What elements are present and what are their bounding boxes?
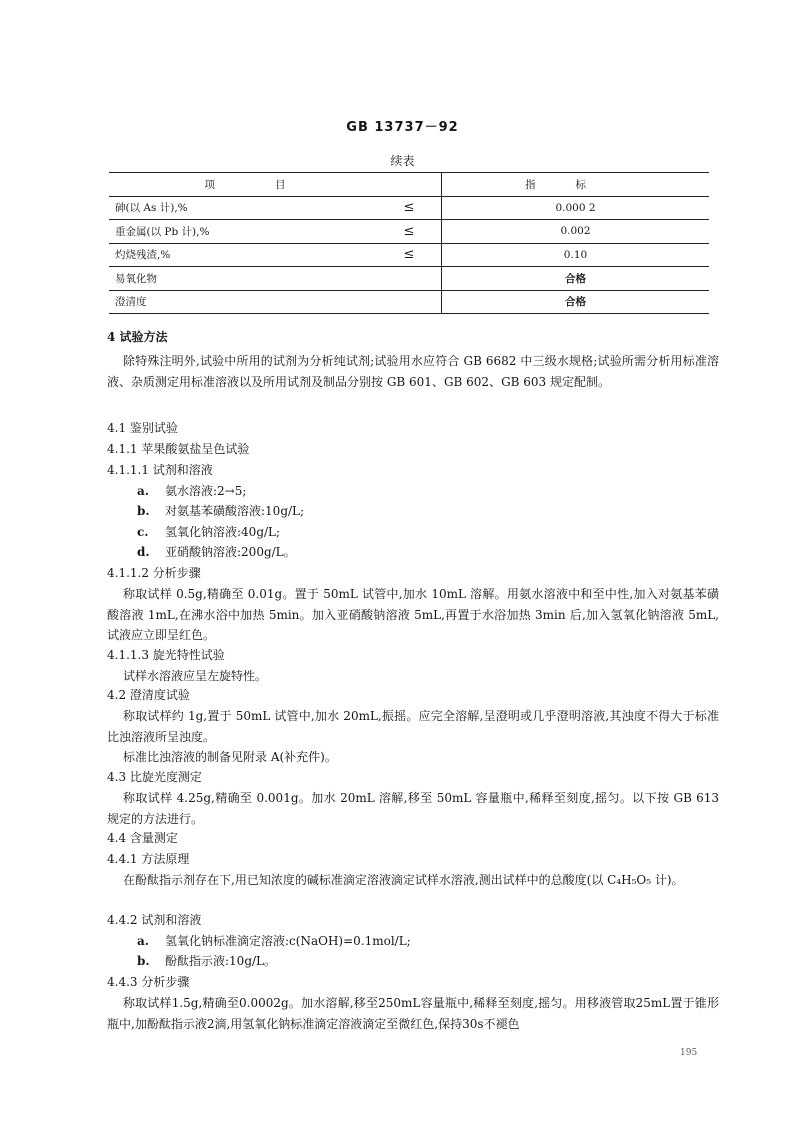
- spec-table: [109, 172, 709, 314]
- item-text: 氢氧化钠溶液:40g/L;: [165, 525, 281, 539]
- table-row: [109, 290, 709, 314]
- section-4-4-1-paragraph: 在酚酞指示剂存在下,用已知浓度的碱标准滴定溶液滴定试样水溶液,测出试样中的总酸度(以 C₄H₅O₅ 计)。: [123, 873, 684, 887]
- row-item: 重金属(以 Pb 计),%: [109, 220, 377, 244]
- row-value: 0.002: [442, 220, 710, 244]
- item-text: 亚硝酸钠溶液:200g/L。: [165, 545, 296, 559]
- reagent-item: [137, 502, 304, 519]
- section-4-1-1-2-paragraph: 称取试样 0.5g,精确至 0.01g。置于 50mL 试管中,加水 10mL 溶解。用氨水溶液中和至中性,加入对氨基苯磺酸溶液 1mL,在沸水浴中加热 5min。加入亚硝酸钠溶液 5mL,再置于水浴加热 3min 后,加入氢氧化钠溶液 5mL,试液应立即呈红色。: [107, 587, 719, 642]
- item-text: 对氨基苯磺酸溶液:10g/L;: [165, 504, 305, 518]
- reagent-item: [137, 523, 280, 540]
- section-4-1-1-3-heading: 4.1.1.3 旋光特性试验: [107, 648, 225, 662]
- item-label: d.: [137, 545, 150, 559]
- item-text: 氨水溶液:2→5;: [165, 484, 247, 498]
- item-text: 酚酞指示液:10g/L。: [165, 954, 277, 968]
- section-4-2-paragraph: 称取试样约 1g,置于 50mL 试管中,加水 20mL,振摇。应完全溶解,呈澄明或几乎澄明溶液,其浊度不得大于标准比浊溶液所呈浊度。: [107, 709, 719, 744]
- col-header-item: 项目: [109, 173, 442, 197]
- section-4-2-heading: 4.2 澄清度试验: [107, 688, 190, 702]
- section-4-2-note: 标准比浊溶液的制备见附录 A(补充件)。: [123, 750, 337, 764]
- row-operator: [377, 290, 442, 314]
- row-operator: ≤: [377, 243, 442, 267]
- reagent-item: [137, 482, 246, 499]
- item-label: c.: [137, 525, 149, 539]
- item-label: b.: [137, 504, 150, 518]
- page-number: 195: [680, 1048, 698, 1058]
- table-header-row: [109, 173, 709, 197]
- col-header-spec: 指标: [442, 173, 710, 197]
- table-row: [109, 220, 709, 244]
- section-4-1-1-1-heading: 4.1.1.1 试剂和溶液: [107, 463, 213, 477]
- row-value: 合格: [442, 267, 710, 291]
- row-operator: [377, 267, 442, 291]
- row-item: 砷(以 As 计),%: [109, 196, 377, 220]
- table-row: [109, 243, 709, 267]
- section-4-4-heading: 4.4 含量测定: [107, 831, 178, 845]
- reagent-item: [137, 932, 411, 949]
- section-4-1-1-2-heading: 4.1.1.2 分析步骤: [107, 566, 201, 580]
- section-4-1-heading: 4.1 鉴别试验: [107, 421, 178, 435]
- table-row: [109, 267, 709, 291]
- section-4-4-3-heading: 4.4.3 分析步骤: [107, 975, 190, 989]
- item-text: 氢氧化钠标准滴定溶液:c(NaOH)=0.1mol/L;: [165, 934, 411, 948]
- standard-header: GB 13737－92: [346, 120, 459, 135]
- row-item: 灼烧残渣,%: [109, 243, 377, 267]
- row-value: 0.10: [442, 243, 710, 267]
- row-operator: ≤: [377, 220, 442, 244]
- item-label: b.: [137, 954, 150, 968]
- section-4-3-heading: 4.3 比旋光度测定: [107, 770, 202, 784]
- section-4-1-1-3-paragraph: 试样水溶液应呈左旋特性。: [123, 669, 268, 683]
- section-4-4-1-heading: 4.4.1 方法原理: [107, 852, 190, 866]
- row-operator: ≤: [377, 196, 442, 220]
- section-4-3-paragraph: 称取试样 4.25g,精确至 0.001g。加水 20mL 溶解,移至 50mL 容量瓶中,稀释至刻度,摇匀。以下按 GB 613 规定的方法进行。: [107, 791, 719, 826]
- section-4-1-1-heading: 4.1.1 苹果酸氨盐呈色试验: [107, 442, 250, 456]
- reagent-item: [137, 543, 296, 560]
- row-value: 0.000 2: [442, 196, 710, 220]
- section-4-4-2-heading: 4.4.2 试剂和溶液: [107, 913, 202, 927]
- section-4-paragraph: 除特殊注明外,试验中所用的试剂为分析纯试剂;试验用水应符合 GB 6682 中三级水规格;试验所需分析用标准溶液、杂质测定用标准溶液以及所用试剂及制品分别按 GB 601、GB 602、GB 603 规定配制。: [107, 354, 719, 389]
- row-item: 澄清度: [109, 290, 377, 314]
- section-4-heading: 4 试验方法: [107, 330, 168, 344]
- item-label: a.: [137, 484, 149, 498]
- item-label: a.: [137, 934, 149, 948]
- section-4-4-3-paragraph: 称取试样1.5g,精确至0.0002g。加水溶解,移至250mL容量瓶中,稀释至刻度,摇匀。用移液管取25mL置于锥形瓶中,加酚酞指示液2滴,用氢氧化钠标准滴定溶液滴定至微红色,保持30s不褪色: [107, 996, 719, 1031]
- row-value: 合格: [442, 290, 710, 314]
- table-row: [109, 196, 709, 220]
- table-caption: 续表: [390, 154, 415, 168]
- row-item: 易氧化物: [109, 267, 377, 291]
- reagent-item: [137, 952, 276, 969]
